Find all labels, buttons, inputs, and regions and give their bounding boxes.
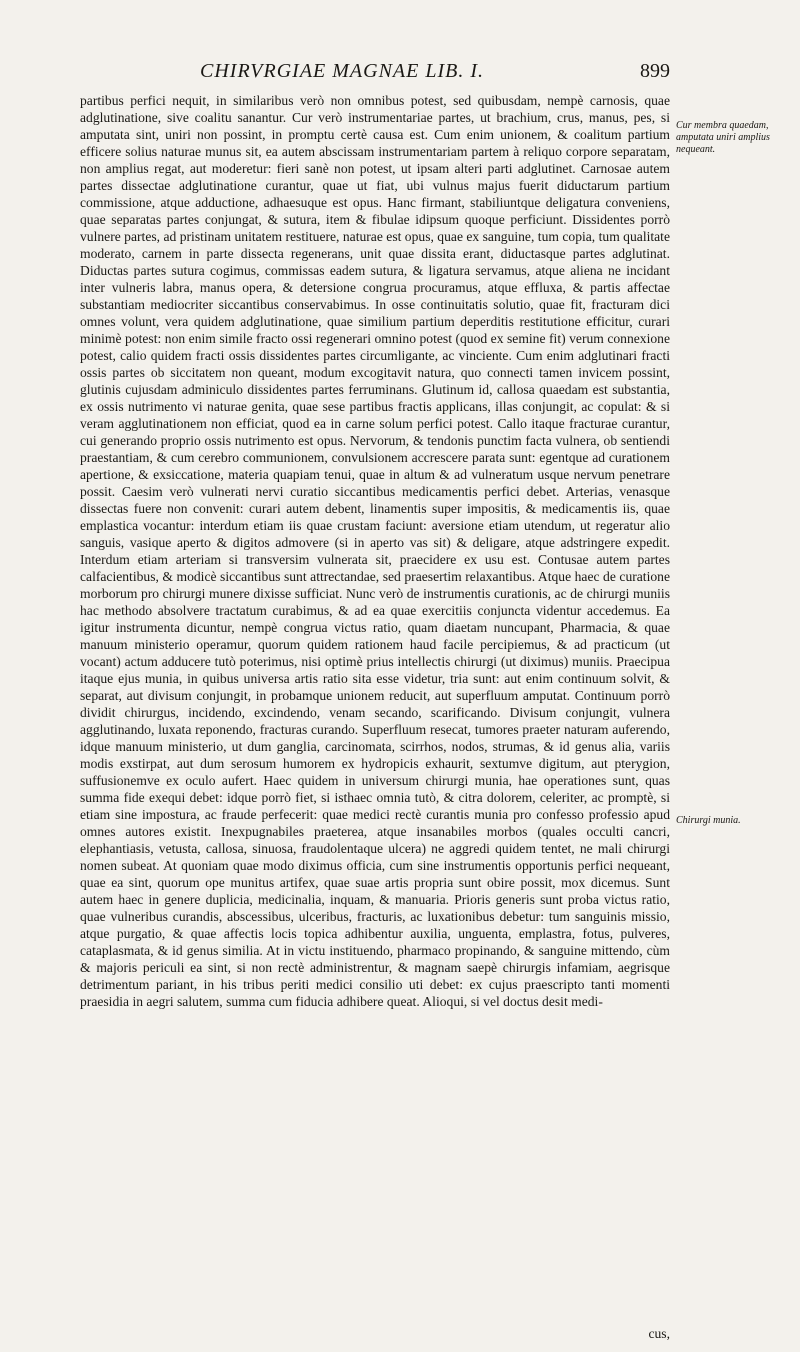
page-number: 899	[640, 60, 670, 82]
main-text-column	[80, 92, 670, 1010]
margin-note-surgeon-duties: Chirurgi munia.	[676, 815, 741, 826]
catchword: cus,	[648, 1326, 670, 1341]
running-title: CHIRVRGIAE MAGNAE LIB. I.	[200, 60, 485, 82]
margin-note-amputated-members: Cur membra quaedam, amputata uniri amplius nequeant.	[676, 120, 770, 155]
running-head	[80, 60, 670, 90]
body-paragraph: partibus perfici nequit, in similaribus verò non omnibus potest, sed quibusdam, nempè carnosis, quae adglutinatione, sive coalitu sanantur. Cur verò instrumentariae partes, ut brachium, crus, manus, pes, si amputata sint, uniri non possint, in promptu certè causa est. Cum enim unionem, & coalitum partium efficere solius naturae munus sit, ea autem abscissam instrumentariam partem à reliquo corpore separatam, non amplius regat, aut moderetur: fieri sanè non potest, ut ipsam alteri parti adglutinet. Carnosae autem partes dissectae adglutinatione curantur, quae ut fiat, ubi vulnus majus fuerit diductarum partium commissione, atque adductione, adhaesuque est opus. Hanc firmant, stabiliuntque deligatura conveniens, quae separatas partes conjungat, & sutura, item & fibulae idipsum quoque perficiunt. Dissidentes porrò vulnere partes, ad pristinam unitatem restituere, naturae est opus, quae ex sanguine, tum copia, tum qualitate moderato, carnem in parte dissecta regenerans, unit quae dissita erant, diductasque partes adglutinat. Diductas partes sutura cogimus, commissas eadem sutura, & ligatura servamus, atque aliena ne incidant inter vulneris labra, manus opera, & detersione congrua procuramus, atque effluxa, & partis affectae substantiam mediocriter siccantibus conservabimus. In osse continuitatis solutio, quae fit, fracturam dici omnes volunt, vera quidem adglutinatione, quae similium partium deperditis restitutione efficitur, curari minimè potest: non enim simile fracto ossi regenerari omnino potest (quod ex semine fit) verum connexione potest, calio quidem fracti ossis dissidentes partes circumligante, ac vinciente. Cum enim adglutinari fracti ossis partes ob siccitatem non queant, modum excogitavit natura, quo connecti tamen invicem possint, glutinis cujusdam adminiculo dissidentes partes ferruminans. Glutinum id, callosa quaedam est substantia, ex ossis nutrimento vi naturae genita, quae sese partibus fractis applicans, illas conjungit, ac copulat: & si veram agglutinationem non efficiat, quod ea in carne solum perfici potest. Callo itaque fracturae curantur, cui generando proprio ossis nutrimento est opus. Nervorum, & tendonis punctim facta vulnera, ob sentiendi praestantiam, & cum cerebro communionem, convulsionem accrescere parata sunt: egentque ad curationem apertione, & exsiccatione, materia quapiam tenui, quae in altum & ad vulneratum usque nervum penetrare possit. Caesim verò vulnerati nervi curatio siccantibus medicamentis perfici debet. Arterias, venasque dissectas fuere non convenit: curari autem debent, linamentis super impositis, & medicamentis iis, quae emplastica vocantur: interdum etiam iis quae crustam faciunt: aversione etiam utendum, ut regeratur alio sanguis, vasique aperto & digitos admovere (si in aperto vas sit) & deligare, atque adstringere expedit. Interdum etiam arteriam si transversim vulnerata sit, praecidere ex usu est. Contusae autem partes calfacientibus, & modicè siccantibus sunt attrectandae, sed praesertim relaxantibus. Atque haec de curatione morborum pro chirurgi munere dixisse sufficiat. Nunc verò de instrumentis curationis, ac de chirurgi muniis hac methodo absolvere tractatum curabimus, & ad ea quae exercitiis conjuncta videntur accedemus. Ea igitur instrumenta dicuntur, nempè congrua victus ratio, quam diaetam nuncupant, Pharmacia, & quae manuum ministerio operamur, quorum quidem rationem haud facile percipiemus, & ad practicum (ut vocant) actum adducere tutò poterimus, nisi optimè prius intellectis chirurgi (ut diximus) muniis. Praecipua itaque ejus munia, in quibus universa artis ratio sita esse videtur, tria sunt: aut enim continuum solvit, & separat, aut divisum conjungit, in probamque unionem reducit, aut superfluum amputat. Continuum porrò dividit chirurgus, incidendo, excindendo, venam secando, scarificando. Divisum conjungit, vulnera agglutinando, luxata reponendo, fracturas curando. Superfluum resecat, tumores praeter naturam auferendo, idque manuum ministerio, ut dum ganglia, carcinomata, scirrhos, nodos, strumas, & id genus alia, variis modis exstirpat, aut dum serosum humorem ex hydropicis exhaurit, sextumve digitum, aut pterygion, suffusionemve ex oculo aufert. Haec quidem in universum chirurgi munia, hae operationes sunt, quas summa fide exequi debet: idque porrò fiet, si isthaec omnia tutò, & citra dolorem, celeriter, ac promptè, si etiam sine impostura, ac fraude perfecerit: quae medici rectè curantis munia pro confesso professio apud omnes autores existit. Inexpugnabiles praeterea, atque insanabiles morbos (quales occulti cancri, elephantiasis, vetusta, callosa, sinuosa, fraudolentaque ulcera) ne aggredi quidem tentet, ne mali chirurgi nomen subeat. At quoniam quae modo diximus officia, cum sine instrumentis opportunis perfici nequeant, quae ea sint, quorum ope munitus artifex, quae suae artis propria sunt obire possit, mox dicemus. Sunt autem haec in genere duplicia, medicinalia, inquam, & manuaria. Prioris generis sunt proba victus ratio, quae vulneribus curandis, abscessibus, ulceribus, fracturis, ac luxationibus debetur: tum sanguinis missio, atque purgatio, & quae affectis locis topica adhibentur auxilia, unguenta, emplastra, fotus, pulveres, cataplasmata, & id genus similia. At in victu instituendo, pharmaco propinando, & sanguine mittendo, cùm & majoris periculi ea sint, si non rectè administrentur, & magnam saepè chirurgis infamiam, aegrisque detrimentum pariant, in his tribus periti medici consilio uti debet: ex cujus praescripto tanti momenti praesidia in aegri salutem, summa cum fiducia adhibere queat. Alioqui, si vel doctus desit medi-	[80, 93, 670, 1009]
